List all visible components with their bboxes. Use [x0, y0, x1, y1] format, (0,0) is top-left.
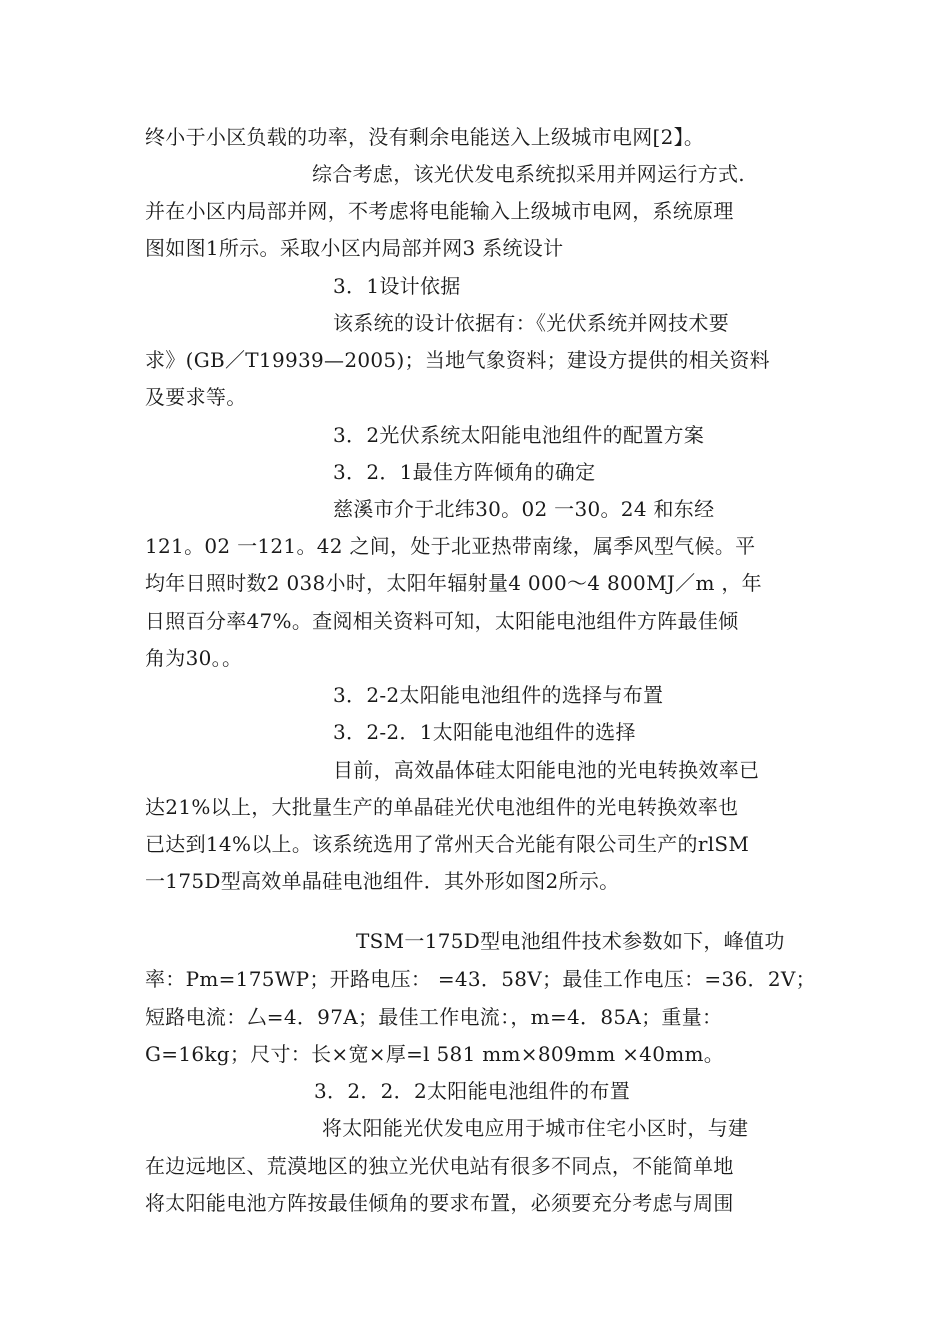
text-line: 一175D型高效单晶硅电池组件．其外形如图2所示。: [145, 869, 620, 893]
text-line: 在边远地区、荒漠地区的独立光伏电站有很多不同点，不能简单地: [145, 1154, 734, 1178]
text-line: 慈溪市介于北纬30。02 一30。24 和东经: [333, 497, 715, 521]
section-heading: 3．2．1最佳方阵倾角的确定: [333, 460, 596, 484]
text-line: 日照百分率47%。查阅相关资料可知，太阳能电池组件方阵最佳倾: [145, 609, 739, 633]
text-line: 角为30。。: [145, 646, 243, 670]
section-heading: 3．2-2．1太阳能电池组件的选择: [333, 720, 636, 744]
text-line: 求》(GB／T19939—2005)；当地气象资料；建设方提供的相关资料: [145, 348, 770, 372]
text-line: 该系统的设计依据有：《光伏系统并网技术要: [333, 311, 729, 335]
section-heading: 3．2光伏系统太阳能电池组件的配置方案: [333, 423, 705, 447]
text-line: 将太阳能光伏发电应用于城市住宅小区时，与建: [322, 1116, 749, 1140]
text-line: 并在小区内局部并网，不考虑将电能输入上级城市电网，系统原理: [145, 199, 734, 223]
text-line: 均年日照时数2 038小时，太阳年辐射量4 000～4 800MJ／m ，年: [145, 571, 762, 595]
text-line: 及要求等。: [145, 385, 247, 409]
text-line: 达21%以上，大批量生产的单晶硅光伏电池组件的光电转换效率也: [145, 795, 739, 819]
text-line: 图如图1所示。采取小区内局部并网3 系统设计: [145, 236, 564, 260]
section-heading: 3．2-2太阳能电池组件的选择与布置: [333, 683, 664, 707]
text-line: 短路电流：厶=4．97A；最佳工作电流：，m=4．85A；重量：: [145, 1005, 723, 1029]
text-line: 率：Pm=175WP；开路电压： =43．58V；最佳工作电压：=36．2V；: [145, 967, 816, 991]
section-heading: 3．2．2．2太阳能电池组件的布置: [314, 1079, 630, 1103]
text-line: TSM一175D型电池组件技术参数如下，峰值功: [356, 929, 785, 953]
text-line: 121。02 一121。42 之间，处于北亚热带南缘，属季风型气候。平: [145, 534, 756, 558]
text-line: 终小于小区负载的功率，没有剩余电能送入上级城市电网[2】。: [145, 125, 705, 149]
text-line: 目前，高效晶体硅太阳能电池的光电转换效率已: [333, 758, 760, 782]
text-line: 将太阳能电池方阵按最佳倾角的要求布置，必须要充分考虑与周围: [145, 1191, 734, 1215]
text-line: 已达到14%以上。该系统选用了常州天合光能有限公司生产的rlSM: [145, 832, 750, 856]
text-line: 综合考虑，该光伏发电系统拟采用并网运行方式.: [312, 162, 745, 186]
section-heading: 3．1设计依据: [333, 274, 461, 298]
text-line: G=16kg；尺寸：长×宽×厚=l 581 mm×809mm ×40mm。: [145, 1042, 725, 1066]
